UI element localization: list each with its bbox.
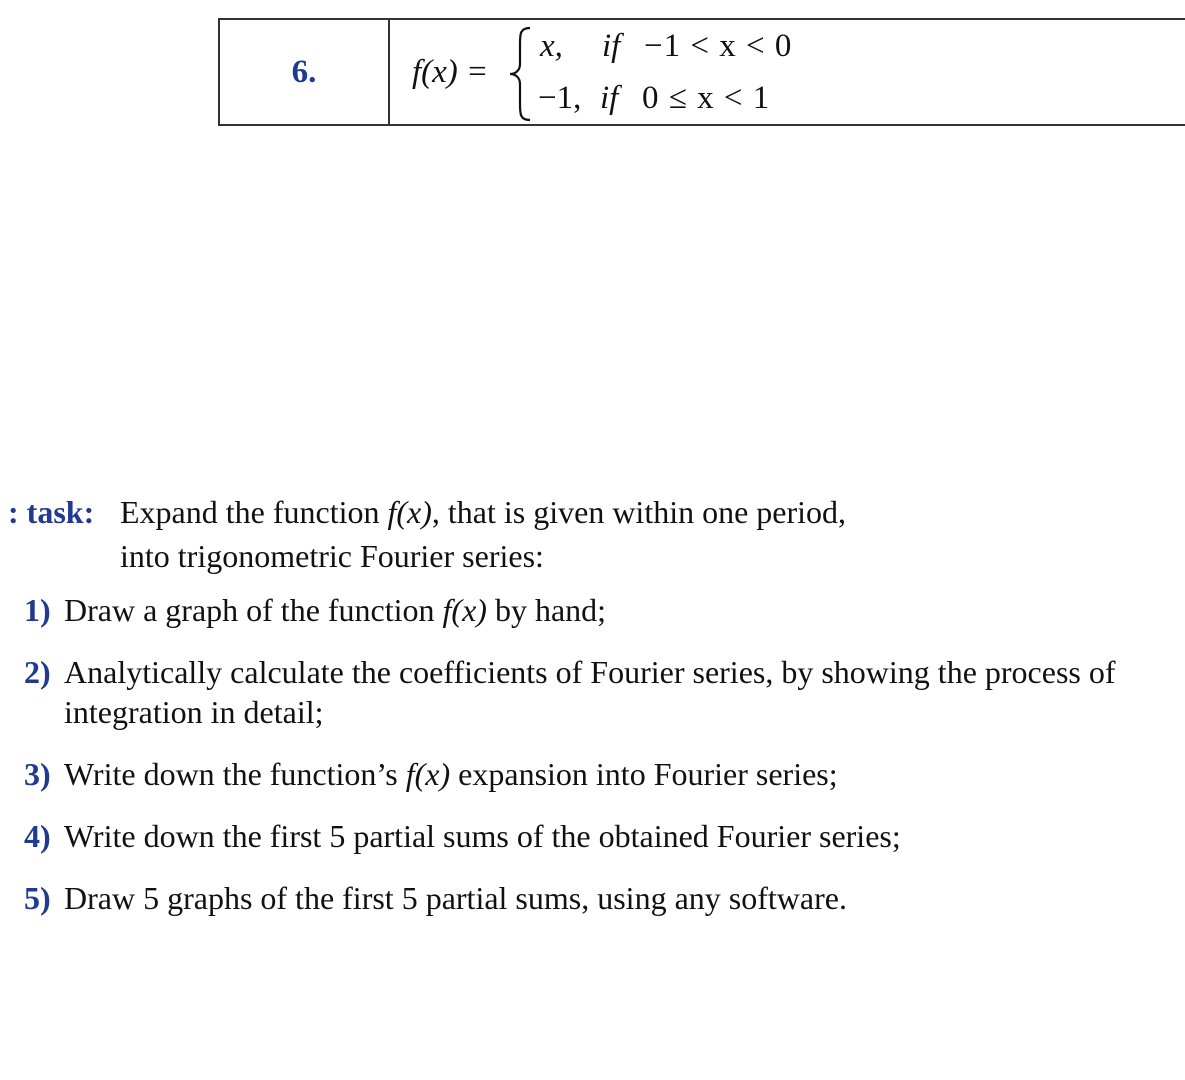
- piecewise-formula: [390, 20, 1185, 124]
- step-3-fn: f(x): [405, 756, 451, 792]
- case-row-1: [540, 28, 792, 65]
- step-1-fn: f(x): [442, 592, 487, 628]
- task-intro-before: Expand the function: [120, 494, 388, 530]
- step-3: [24, 754, 1182, 794]
- task-label: : task:: [8, 494, 95, 530]
- step-1-number: 1): [24, 592, 51, 628]
- left-brace-icon: [506, 26, 534, 122]
- step-1-text-after: by hand;: [486, 592, 607, 628]
- variant-number: 6.: [220, 20, 390, 124]
- case-2-value: −1,: [538, 80, 582, 116]
- case-2-if: if: [600, 80, 619, 116]
- case-1-condition: −1 < x < 0: [644, 28, 793, 64]
- task-statement: [8, 490, 1183, 578]
- step-1: [24, 590, 1182, 630]
- case-1-if: if: [602, 28, 621, 64]
- step-2-number: 2): [24, 654, 51, 690]
- step-2: [24, 652, 1182, 732]
- step-5: [24, 878, 1182, 918]
- variant-table: [218, 18, 1185, 126]
- step-3-text-after: expansion into Fourier series;: [450, 756, 838, 792]
- step-4: [24, 816, 1182, 856]
- step-5-text: Draw 5 graphs of the first 5 partial sums, using any software.: [64, 880, 847, 916]
- step-2-text: Analytically calculate the coefficients of Fourier series, by showing the process of integration in detail;: [64, 654, 1116, 730]
- task-intro-after: , that is given within one period,: [431, 494, 847, 530]
- case-1-value: x,: [540, 28, 563, 64]
- case-2-condition: 0 ≤ x < 1: [642, 80, 771, 116]
- step-5-number: 5): [24, 880, 51, 916]
- step-3-text-before: Write down the function’s: [64, 756, 406, 792]
- task-intro-fn: f(x): [387, 494, 432, 530]
- function-lhs: f(x) =: [412, 54, 489, 90]
- task-steps: [24, 590, 1182, 940]
- task-line-2: into trigonometric Fourier series:: [120, 538, 544, 574]
- case-row-2: [538, 80, 770, 117]
- task-line-1: [8, 490, 1183, 534]
- step-4-text: Write down the first 5 partial sums of the obtained Fourier series;: [64, 818, 901, 854]
- step-3-number: 3): [24, 756, 51, 792]
- step-1-text-before: Draw a graph of the function: [64, 592, 443, 628]
- step-4-number: 4): [24, 818, 51, 854]
